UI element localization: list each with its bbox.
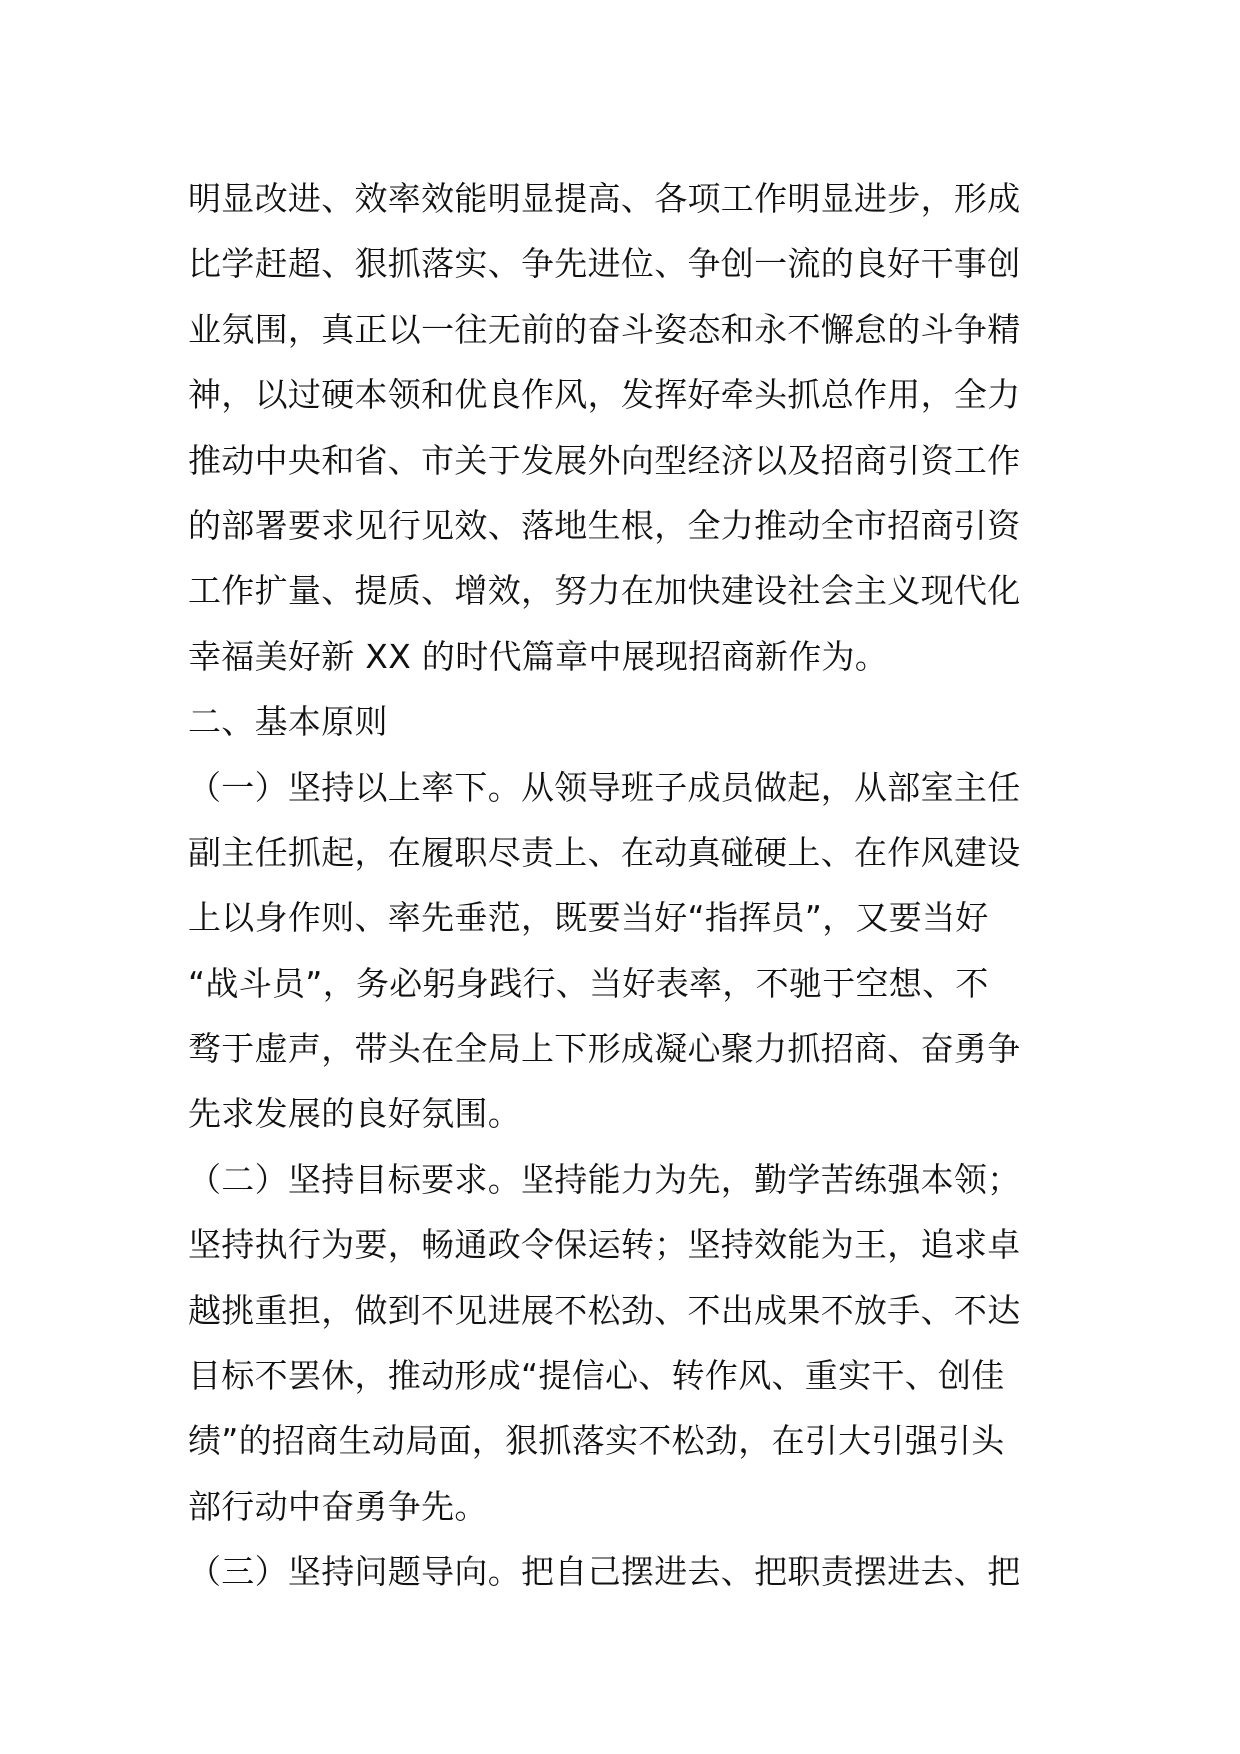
text-line: 部行动中奋勇争先。: [188, 1486, 488, 1526]
text-line: 先求发展的良好氛围。: [188, 1094, 521, 1134]
text-line: 推动中央和省、市关于发展外向型经济以及招商引资工作: [188, 440, 1021, 480]
text-line: 比学赶超、狠抓落实、争先进位、争创一流的良好干事创: [188, 244, 1021, 284]
text-line: 神，以过硬本领和优良作风，发挥好牵头抓总作用，全力: [188, 375, 1021, 415]
text-line: 骛于虚声，带头在全局上下形成凝心聚力抓招商、奋勇争: [188, 1029, 1021, 1069]
text-line: （三）坚持问题导向。把自己摆进去、把职责摆进去、把: [188, 1552, 1021, 1592]
text-line: （二）坚持目标要求。坚持能力为先，勤学苦练强本领；: [188, 1159, 1021, 1199]
text-line: 幸福美好新 XX 的时代篇章中展现招商新作为。: [188, 636, 889, 676]
text-line: 越挑重担，做到不见进展不松劲、不出成果不放手、不达: [188, 1290, 1021, 1330]
section-heading: 二、基本原则: [188, 702, 388, 742]
text-line: 副主任抓起，在履职尽责上、在动真碰硬上、在作风建设: [188, 832, 1021, 872]
text-line: 业氛围，真正以一往无前的奋斗姿态和永不懈怠的斗争精: [188, 309, 1021, 349]
text-line: 的部署要求见行见效、落地生根，全力推动全市招商引资: [188, 505, 1021, 545]
body-text: [188, 166, 1056, 1605]
text-line: 明显改进、效率效能明显提高、各项工作明显进步，形成: [188, 179, 1021, 218]
text-line: 目标不罢休，推动形成“提信心、转作风、重实干、创佳: [188, 1356, 1005, 1396]
text-line: “战斗员”，务必躬身践行、当好表率，不驰于空想、不: [188, 963, 989, 1003]
text-line: 工作扩量、提质、增效，努力在加快建设社会主义现代化: [188, 571, 1021, 611]
text-line: 绩”的招商生动局面，狠抓落实不松劲，在引大引强引头: [188, 1421, 1005, 1461]
text-line: （一）坚持以上率下。从领导班子成员做起，从部室主任: [188, 767, 1021, 807]
text-line: 坚持执行为要，畅通政令保运转；坚持效能为王，追求卓: [188, 1225, 1021, 1265]
text-line: 上以身作则、率先垂范，既要当好“指挥员”，又要当好: [188, 898, 989, 938]
